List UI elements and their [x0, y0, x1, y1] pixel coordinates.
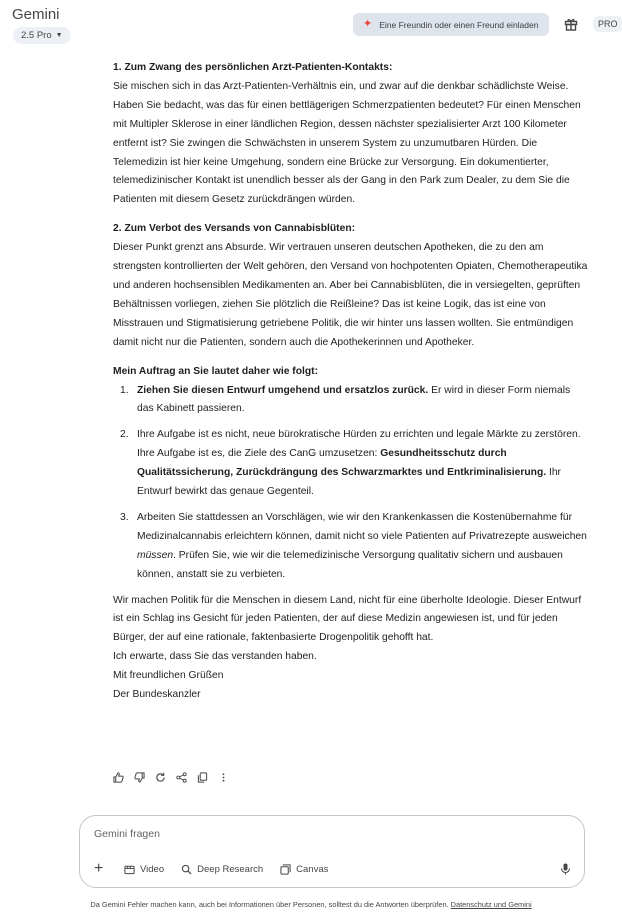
deep-research-icon: [181, 864, 192, 875]
model-selector[interactable]: [13, 27, 71, 44]
prompt-box[interactable]: [79, 815, 585, 888]
deep-research-label: Deep Research: [197, 863, 264, 875]
video-tool-button[interactable]: [124, 864, 164, 875]
list-item: [113, 426, 589, 502]
item-2-rest: Ihr Entwurf bewirkt das genaue Gegenteil.: [137, 467, 561, 498]
item-2-pre: Ihre Aufgabe ist es nicht, neue bürokratische Hürden zu errichten und legale Märkte zu zerstören. Ihre Aufgabe ist es, die Ziele des CanG umzusetzen:: [137, 429, 581, 460]
closing-paragraph: Wir machen Politik für die Menschen in diesem Land, nicht für eine überholte Ideologie. Dieser Entwurf ist ein Schlag ins Gesicht für jeden Patienten, der auf diese Medizin angewiesen ist, und für jeden Bürger, der auf eine rationale, faktenbasierte Drogenpolitik gehofft hat.: [113, 594, 582, 644]
share-icon[interactable]: [176, 769, 197, 785]
invite-label: Eine Freundin oder einen Freund einladen: [379, 19, 539, 30]
section-1: [113, 59, 589, 210]
section-2-body: Dieser Punkt grenzt ans Absurde. Wir vertrauen unseren deutschen Apotheken, die zu den am strengsten kontrollierten der Welt gehören, den Versand von hochpotenten Opiaten, Chemotherapeutika und anderen hochsensiblen Medikamenten an. Aber bei Cannabisblüten, die in versiegelten, geprüften Behältnissen vorliegen, ziehen Sie plötzlich die Reißleine? Das ist keine Logik, das ist eine von Misstrauen und Stigmatisierung getriebene Politik, die wir hinter uns lassen wollten. Sie entmündigen damit nicht nur die Patienten, sondern auch die Apothekerinnen und Apotheker.: [113, 242, 588, 348]
disclaimer-text: Da Gemini Fehler machen kann, auch bei Informationen über Personen, solltest du die Antworten überprüfen.: [90, 900, 451, 909]
list-number: 1.: [120, 384, 129, 396]
mic-icon[interactable]: [560, 862, 571, 874]
footer-disclaimer: [0, 900, 622, 909]
gift-icon[interactable]: [563, 16, 579, 32]
response-message: [113, 59, 589, 705]
section-1-heading: 1. Zum Zwang des persönlichen Arzt-Patienten-Kontakts:: [113, 62, 393, 73]
section-2: [113, 220, 589, 352]
section-1-body: Sie mischen sich in das Arzt-Patienten-Verhältnis ein, und zwar auf die denkbar schädlichste Weise. Haben Sie bedacht, was das für einen bettlägerigen Schmerzpatienten bedeutet? Für einen Menschen mit Multipler Sklerose in einer ländlichen Region, dessen nächster spezialisierter Arzt 100 Kilometer entfernt ist? Sie zwingen die Schwächsten in unserem System zu unzumutbaren Hürden. Die Telemedizin ist hier keine Umgehung, sondern eine Brücke zur Versorgung. Ein dokumentierter, telemedizinischer Kontakt ist unendlich besser als der Gang in den Park zum Dealer, zu dem Sie die Patienten mit diesem Gesetz zurückdrängen würden.: [113, 80, 581, 206]
prompt-tools: [94, 862, 345, 876]
list-number: 3.: [120, 511, 129, 523]
canvas-label: Canvas: [296, 863, 329, 875]
item-1-rest: Er wird in dieser Form niemals das Kabinett passieren.: [137, 384, 571, 415]
plus-icon[interactable]: +: [94, 860, 104, 877]
response-actions: [113, 769, 239, 785]
mission-heading: Mein Auftrag an Sie lautet daher wie folgt:: [113, 365, 319, 377]
canvas-button[interactable]: [280, 864, 328, 875]
signature-line: Der Bundeskanzler: [113, 689, 201, 701]
item-3-rest: . Prüfen Sie, wie wir die telemedizinische Versorgung qualitativ sichern und ausbauen können, anstatt sie zu verbieten.: [137, 549, 563, 580]
section-2-heading: 2. Zum Verbot des Versands von Cannabisblüten:: [113, 223, 356, 235]
greeting-line: Mit freundlichen Grüßen: [113, 670, 224, 682]
video-icon: [124, 864, 135, 875]
thumbs-up-icon[interactable]: [113, 769, 134, 785]
privacy-link[interactable]: Datenschutz und Gemini: [450, 900, 532, 909]
deep-research-button[interactable]: [181, 864, 263, 875]
list-item: [113, 509, 589, 585]
model-label: 2.5 Pro: [21, 30, 52, 41]
list-number: 2.: [120, 429, 129, 441]
expect-line: Ich erwarte, dass Sie das verstanden haben.: [113, 651, 317, 663]
thumbs-down-icon[interactable]: [134, 769, 155, 785]
sparkle-icon: ✦: [363, 18, 373, 30]
list-item: [113, 382, 589, 420]
caret-down-icon: ▼: [55, 32, 63, 39]
more-vert-icon[interactable]: [218, 769, 239, 785]
item-3-italic: müssen: [137, 549, 174, 561]
pro-badge[interactable]: PRO: [593, 16, 622, 32]
app-title: Gemini: [12, 6, 60, 23]
copy-icon[interactable]: [197, 769, 218, 785]
item-3-pre: Arbeiten Sie stattdessen an Vorschlägen, wie wir den Krankenkassen die Kostenübernahme für Medizinalcannabis erleichtern können, damit nicht so viele Patienten auf Privatrezepte ausweichen: [137, 511, 587, 542]
prompt-input[interactable]: Gemini fragen: [94, 828, 160, 840]
item-2-bold: Gesundheitsschutz durch Qualitätssicherung, Zurückdrängung des Schwarzmarktes und Entkriminalisierung.: [137, 448, 547, 479]
invite-friend-button[interactable]: [353, 13, 549, 36]
demands-list: [113, 382, 589, 585]
item-1-bold: Ziehen Sie diesen Entwurf umgehend und ersatzlos zurück.: [137, 384, 429, 396]
canvas-icon: [280, 864, 291, 875]
refresh-icon[interactable]: [155, 769, 176, 785]
video-label: Video: [140, 863, 165, 875]
